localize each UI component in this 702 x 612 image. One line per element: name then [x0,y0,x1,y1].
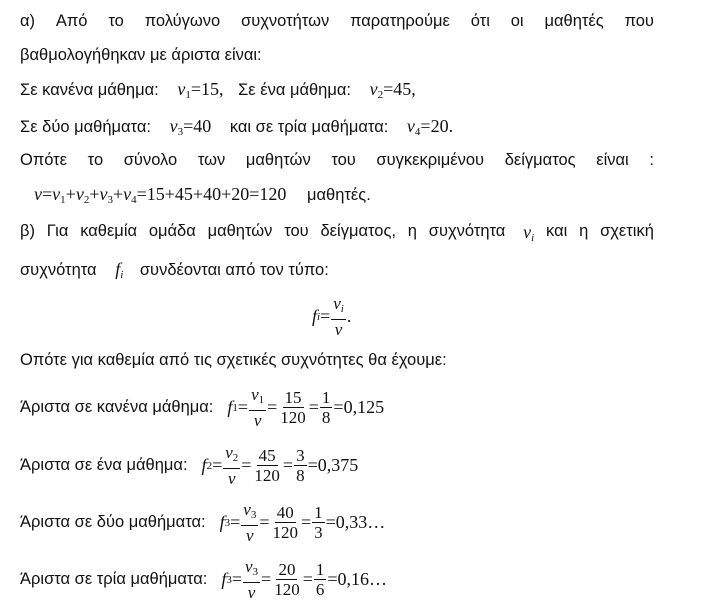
row-label: Άριστα σε δύο μαθήματα: [20,513,206,531]
row-label: Άριστα σε ένα μάθημα: [20,456,188,474]
vi-symbol: $v_i$ [523,222,535,244]
paragraph-b-line3: Οπότε για καθεμία από τις σχετικές συχνότητες θα έχουμε: [20,351,447,369]
row-result: =0,33… [325,512,386,532]
word: οι [510,12,524,30]
word: του [284,222,309,240]
label: μαθητές. [306,186,371,204]
fraction: $\frac{15}{120}$ [280,388,306,427]
relative-frequency-formula: f i = $\frac{v_i}{v}$ . [312,294,352,339]
row-label: Άριστα σε τρία μαθήματα: [20,570,208,588]
sum-equation [34,184,371,206]
word: των [197,151,226,169]
word: μαθητών [245,151,311,169]
word: το [87,151,104,169]
word: ομάδα [148,222,196,240]
fraction: $\frac{1}{8}$ [321,388,331,427]
fraction: $\frac{1}{6}$ [315,560,325,599]
row-result: =0,125 [333,397,385,417]
word: : [649,151,654,169]
result-row-3: Άριστα σε δύο μαθήματα: f 3 = $\frac{v_3}{v}$ = $\frac{40}{120}$ = $\frac{1}{3}$ =0,33… [20,500,386,545]
word: σχετική [600,222,654,240]
v3-expression: $v_3=40$ [169,116,212,138]
word: δείγματος, [320,222,396,240]
word: μαθητές [544,12,604,30]
result-row-2: Άριστα σε ένα μάθημα: f 2 = $\frac{v_2}{v}$ = $\frac{45}{120}$ = $\frac{3}{8}$ =0,375 [20,443,359,488]
word: πολύγωνο [144,12,221,30]
word: η [579,222,589,240]
fraction: $\frac{1}{3}$ [314,503,323,542]
fraction: $\frac{40}{120}$ [272,503,298,542]
word: Από [55,12,88,30]
word: του [331,151,356,169]
result-row-4: Άριστα σε τρία μαθήματα: f 3 = $\frac{v_3}{v}$ = $\frac{20}{120}$ = $\frac{1}{6}$ =0,16… [20,557,388,602]
word: Οπότε [20,151,68,169]
fraction: $\frac{v_1}{v}$ [251,385,265,430]
label: συνδέονται από τον τύπο: [139,261,329,279]
fraction: $\frac{3}{8}$ [296,446,305,485]
fraction: $\frac{v_2}{v}$ [225,443,239,488]
fraction: $\frac{v_3}{v}$ [245,557,259,602]
word: η [407,222,417,240]
word: και [546,222,568,240]
v2-expression: $v_2=45$, [369,79,416,101]
row-result: =0,16… [327,569,388,589]
frequency-line-2 [20,116,453,138]
label: συχνότητα [20,261,97,279]
v4-expression: $v_4=20$. [406,116,454,138]
fraction: $\frac{v_3}{v}$ [243,500,257,545]
paragraph-b-line2 [20,259,329,281]
word: α) [20,12,36,30]
word: καθεμία [80,222,138,240]
fi-symbol: $f_i$ [115,259,124,281]
frequency-line-1 [20,79,416,101]
sum-expression: $v=v_1+v_2+v_3+v_4=15+45+40+20=120$ [34,184,287,206]
word: σύνολο [123,151,178,169]
word: δείγματος [504,151,576,169]
paragraph-a-line2: βαθμολογήθηκαν με άριστα είναι: [20,46,262,64]
paragraph-b-line1 [20,222,654,244]
total-sentence [20,151,654,170]
word: συγκεκριμένου [376,151,485,169]
word: που [624,12,654,30]
v1-expression: $v_1=15$, [177,79,224,101]
row-result: =0,375 [307,455,359,475]
word: Για [46,222,69,240]
fraction: $\frac{20}{120}$ [274,560,300,599]
word: συχνοτήτων [241,12,330,30]
fraction: $\frac{45}{120}$ [254,446,280,485]
label: Σε δύο μαθήματα: [20,118,151,136]
row-label: Άριστα σε κανένα μάθημα: [20,398,214,416]
word: β) [20,222,35,240]
word: συχνότητα [428,222,506,240]
label: Σε κανένα μάθημα: [20,81,159,99]
result-row-1: Άριστα σε κανένα μάθημα: f 1 = $\frac{v_1}{v}$ = $\frac{15}{120}$ = $\frac{1}{8}$ =0,125 [20,385,385,430]
word: μαθητών [207,222,273,240]
paragraph-a-line1 [20,12,654,31]
fraction: $\frac{v_i}{v}$ [333,294,344,339]
word: είναι [596,151,629,169]
label: και σε τρία μαθήματα: [229,118,389,136]
word: παρατηρούμε [350,12,450,30]
word: το [108,12,124,30]
label: Σε ένα μάθημα: [238,81,351,99]
word: ότι [470,12,490,30]
